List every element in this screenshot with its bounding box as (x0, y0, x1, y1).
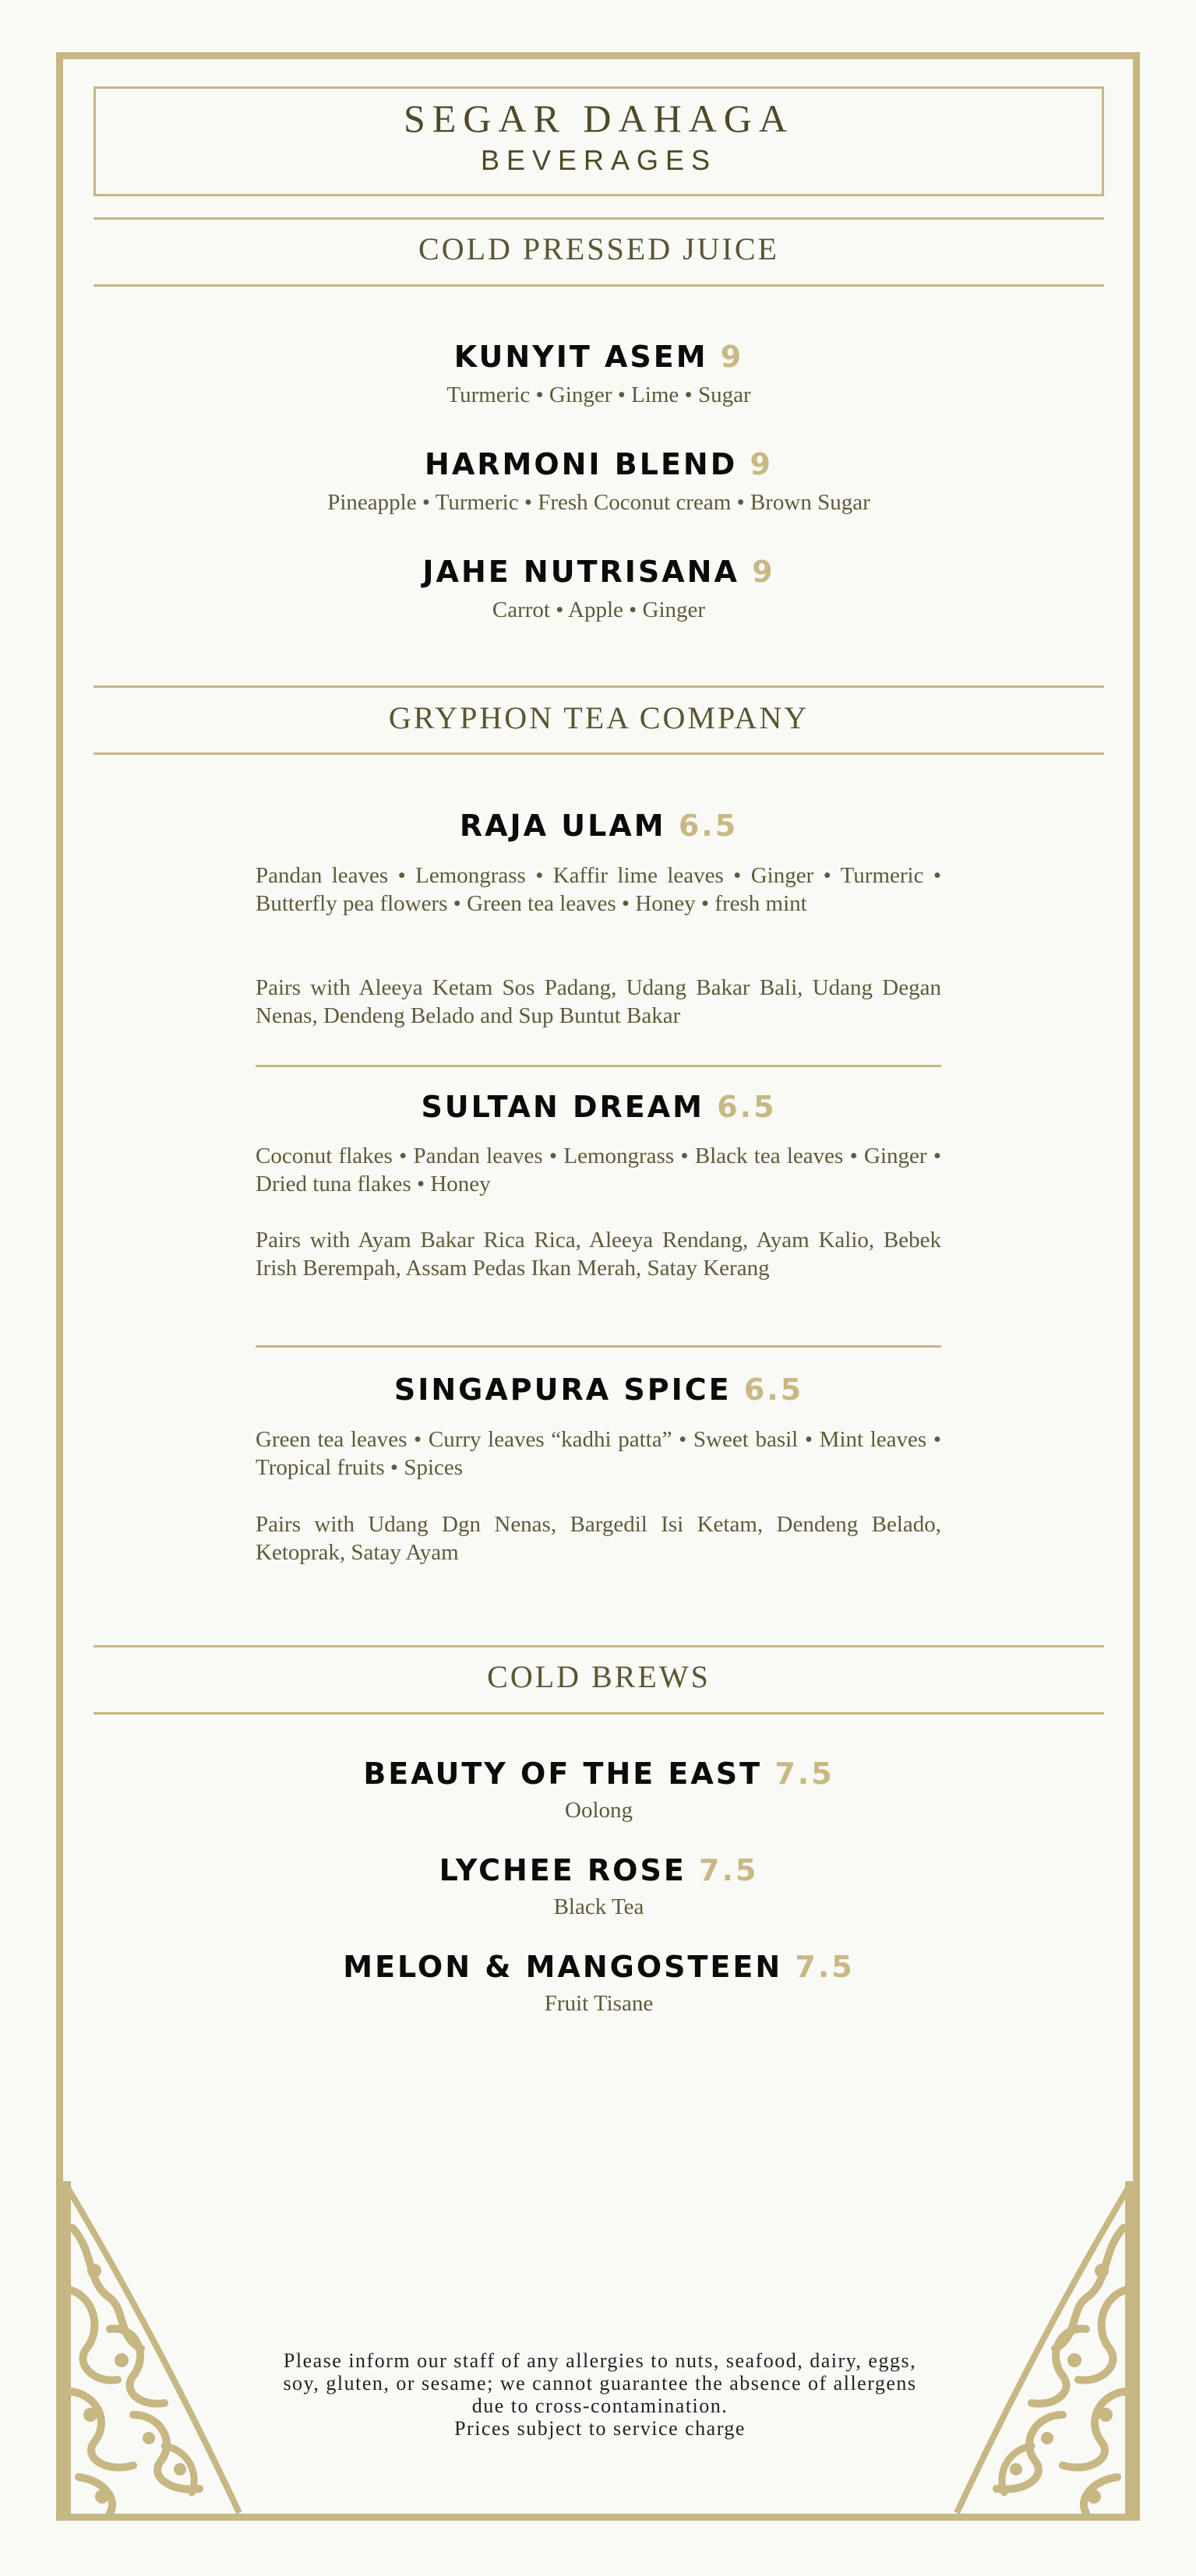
section-title-cold-pressed-juice: COLD PRESSED JUICE (418, 231, 779, 266)
menu-item-name: LYCHEE ROSE 7.5 (439, 1853, 759, 1887)
menu-item-name: SINGAPURA SPICE 6.5 (393, 1373, 804, 1407)
divider (93, 1645, 1104, 1647)
menu-item-description: Turmeric • Ginger • Lime • Sugar (446, 382, 751, 407)
menu-item-pairing: Pairs with Ayam Bakar Rica Rica, Aleeya Rendang, Ayam Kalio, Bebek Irish Berempah, Assam Pedas Ikan Merah, Satay Kerang (256, 1228, 941, 1281)
menu-item-name: BEAUTY OF THE EAST 7.5 (363, 1757, 834, 1791)
floral-ornament-icon (954, 2181, 1133, 2514)
divider (93, 1712, 1104, 1714)
menu-item-name: KUNYIT ASEM 9 (453, 340, 744, 374)
item-price: 6.5 (678, 809, 739, 843)
floral-ornament-icon (63, 2181, 242, 2514)
divider (93, 217, 1104, 220)
brand-title: SEGAR DAHAGA (403, 97, 795, 140)
menu-frame (56, 52, 1140, 2521)
menu-item-pairing: Pairs with Aleeya Ketam Sos Padang, Udang Bakar Bali, Udang Degan Nenas, Dendeng Belado and Sup Buntut Bakar (256, 975, 941, 1028)
item-price: 6.5 (743, 1373, 804, 1407)
menu-item-name: HARMONI BLEND 9 (425, 447, 773, 481)
menu-item-description: Pandan leaves • Lemongrass • Kaffir lime leaves • Ginger • Turmeric • Butterfly pea flowers • Green tea leaves • Honey • fresh mint (256, 863, 941, 916)
menu-item-description: Oolong (565, 1798, 633, 1823)
item-price: 7.5 (795, 1950, 855, 1984)
menu-item-name: JAHE NUTRISANA 9 (422, 555, 775, 589)
item-price: 7.5 (699, 1853, 759, 1887)
menu-header (93, 86, 1104, 196)
section-title-gryphon-tea: GRYPHON TEA COMPANY (388, 700, 810, 735)
menu-item-name: SULTAN DREAM 6.5 (421, 1090, 777, 1124)
menu-item-description: Green tea leaves • Curry leaves “kadhi patta” • Sweet basil • Mint leaves • Tropical fruits • Spices (256, 1427, 941, 1480)
menu-item-description: Pineapple • Turmeric • Fresh Coconut cream • Brown Sugar (327, 490, 870, 515)
menu-item-description: Fruit Tisane (544, 1991, 654, 2016)
item-price: 9 (750, 447, 773, 481)
item-price: 6.5 (717, 1090, 777, 1124)
menu-item-description: Black Tea (553, 1894, 644, 1919)
menu-item-description: Coconut flakes • Pandan leaves • Lemongrass • Black tea leaves • Ginger • Dried tuna flakes • Honey (256, 1144, 941, 1196)
menu-item-name: RAJA ULAM 6.5 (459, 809, 739, 843)
item-price: 7.5 (774, 1757, 834, 1791)
menu-item-description: Carrot • Apple • Ginger (492, 597, 706, 622)
item-divider (256, 1065, 941, 1067)
menu-item-name: MELON & MANGOSTEEN 7.5 (343, 1950, 855, 1984)
service-charge-note: Prices subject to service charge (454, 2417, 746, 2440)
section-title-cold-brews: COLD BREWS (487, 1659, 711, 1694)
item-divider (256, 1345, 941, 1348)
allergy-text: Please inform our staff of any allergies to nuts, seafood, dairy, eggs, soy, gluten, or sesame; we cannot guarantee the absence of allergens due to cross-contamination. (283, 2349, 917, 2417)
allergy-notice (280, 2349, 919, 2440)
divider (93, 284, 1104, 287)
item-price: 9 (752, 555, 775, 589)
divider (93, 685, 1104, 688)
item-price: 9 (720, 340, 744, 374)
menu-subtitle: BEVERAGES (480, 144, 718, 176)
menu-item-pairing: Pairs with Udang Dgn Nenas, Bargedil Isi Ketam, Dendeng Belado, Ketoprak, Satay Ayam (256, 1512, 941, 1565)
divider (93, 752, 1104, 755)
